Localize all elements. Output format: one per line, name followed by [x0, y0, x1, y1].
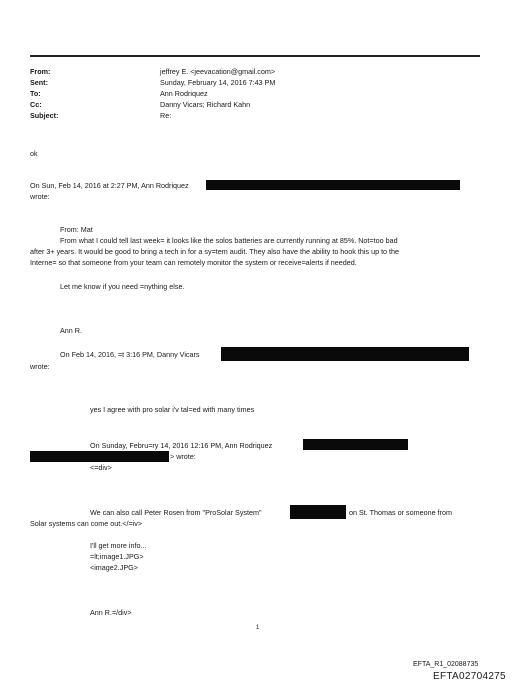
quote3-line1: On Sunday, Febru=ry 14, 2016 12:16 PM, Ann Rodriquez: [90, 441, 273, 450]
signature-ann: Ann R.: [60, 326, 82, 335]
subject-value: Re:: [160, 111, 172, 120]
more-info: I'll get more info...: [90, 541, 147, 550]
quote1-line2: wrote:: [30, 192, 50, 201]
from-value: jeffrey E. <jeevacation@gmail.com>: [160, 67, 276, 76]
efta-ref-1: EFTA_R1_02088735: [413, 661, 479, 668]
peter-line1-a: We can also call Peter Rosen from "ProSolar System": [90, 508, 262, 517]
closing-ann: Ann R.=/div>: [90, 608, 132, 617]
redaction-block: [206, 180, 460, 190]
to-value: Ann Rodriquez: [160, 89, 208, 98]
redaction-block: [30, 451, 169, 462]
mat-line2: after 3+ years. It would be good to bring a tech in for a sy=tem audit. They also have the ability to hook this up to the: [30, 247, 400, 256]
cc-value: Danny Vicars; Richard Kahn: [160, 100, 251, 109]
quote2-line1: On Feb 14, 2016, =t 3:16 PM, Danny Vicars: [60, 350, 200, 359]
quote2-line2: wrote:: [30, 362, 50, 371]
cc-label: Cc:: [30, 100, 42, 109]
sent-value: Sunday, February 14, 2016 7:43 PM: [160, 78, 276, 87]
to-label: To:: [30, 89, 41, 98]
image2-ref: <image2.JPG>: [90, 563, 138, 572]
redaction-block: [290, 505, 346, 519]
div-open: <=div>: [90, 463, 112, 472]
mat-line3: Interne= so that someone from your team can remotely monitor the system or receive=alerts if needed.: [30, 258, 357, 267]
sent-label: Sent:: [30, 78, 48, 87]
redaction-block: [221, 347, 469, 361]
from-label: From:: [30, 67, 51, 76]
let-me-know: Let me know if you need =nything else.: [60, 282, 185, 291]
peter-line1-b: on St. Thomas or someone from: [349, 508, 452, 517]
peter-line2: Solar systems can come out.</=iv>: [30, 519, 143, 528]
quote1-line1: On Sun, Feb 14, 2016 at 2:27 PM, Ann Rodriquez: [30, 181, 189, 190]
mat-line1: From what I could tell last week= it looks like the solos batteries are currently running at 85%. Not=too bad: [60, 236, 398, 245]
quote3-wrote: > wrote:: [170, 452, 196, 461]
efta-ref-2: EFTA02704275: [433, 671, 506, 682]
subject-label: Subject:: [30, 111, 59, 120]
reply-text: ok: [30, 149, 38, 158]
from-mat: From: Mat: [60, 225, 93, 234]
header-rule: [30, 55, 480, 57]
image1-ref: =lt;image1.JPG>: [90, 552, 144, 561]
danny-message: yes I agree with pro solar i'v tal=ed with many times: [90, 405, 255, 414]
redaction-block: [303, 439, 408, 450]
page-number: 1: [256, 625, 260, 631]
